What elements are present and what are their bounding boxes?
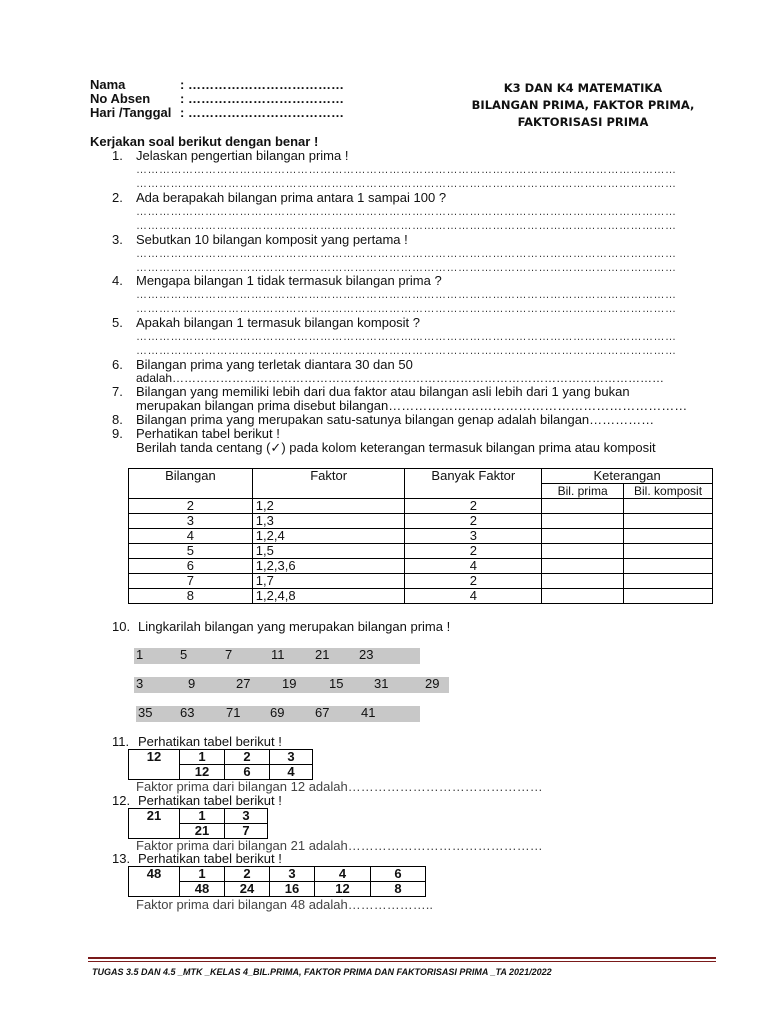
header-bilangan: Bilangan bbox=[129, 469, 253, 499]
factor-cell: 2 bbox=[225, 867, 270, 882]
factor-cell: 2 bbox=[225, 750, 270, 765]
header-banyak-faktor: Banyak Faktor bbox=[405, 469, 542, 499]
factor-pair-table-12 bbox=[128, 749, 313, 780]
question-number: 4. bbox=[112, 273, 123, 288]
number-item[interactable]: 15 bbox=[329, 676, 344, 691]
factor-cell: 1 bbox=[180, 809, 225, 824]
cell-banyak: 2 bbox=[405, 574, 542, 589]
cell-bilangan: 7 bbox=[129, 574, 253, 589]
table-row bbox=[129, 559, 713, 574]
worksheet-title-1: K3 DAN K4 MATEMATIKA bbox=[503, 81, 663, 95]
question-number: 6. bbox=[112, 357, 123, 372]
question-number: 11. bbox=[112, 734, 130, 749]
question-text: Mengapa bilangan 1 tidak termasuk bilangan prima ? bbox=[136, 273, 442, 288]
factor-cell: 1 bbox=[180, 750, 225, 765]
cell-bilangan: 2 bbox=[129, 499, 253, 514]
answer-line[interactable]: …………………………………………………………………………………………………………………………… bbox=[136, 220, 677, 232]
checkbox-komposit[interactable] bbox=[624, 544, 713, 559]
factor-cell: 6 bbox=[371, 867, 426, 882]
checkbox-komposit[interactable] bbox=[624, 559, 713, 574]
answer-line[interactable]: …………………………………………………………………………………………………………………………… bbox=[136, 206, 677, 218]
number-item[interactable]: 67 bbox=[315, 705, 330, 720]
number-item[interactable]: 7 bbox=[225, 647, 233, 662]
table-number: 48 bbox=[129, 867, 180, 897]
number-item[interactable]: 9 bbox=[188, 676, 196, 691]
cell-banyak: 3 bbox=[405, 529, 542, 544]
number-item[interactable]: 27 bbox=[236, 676, 251, 691]
header-bil-prima: Bil. prima bbox=[542, 484, 624, 499]
header-keterangan: Keterangan bbox=[542, 469, 713, 484]
cell-bilangan: 3 bbox=[129, 514, 253, 529]
cell-faktor: 1,5 bbox=[252, 544, 405, 559]
checkbox-prima[interactable] bbox=[542, 559, 624, 574]
question-number: 1. bbox=[112, 148, 123, 163]
answer-line[interactable]: …………………………………………………………………………………………………………………………… bbox=[136, 164, 677, 176]
footer-text: TUGAS 3.5 DAN 4.5 _MTK _KELAS 4_BIL.PRIMA, FAKTOR PRIMA DAN FAKTORISASI PRIMA _TA 2021/2022 bbox=[92, 967, 552, 977]
answer-line[interactable]: Faktor prima dari bilangan 12 adalah……………………………………… bbox=[136, 779, 543, 794]
cell-bilangan: 8 bbox=[129, 589, 253, 604]
question-text: Perhatikan tabel berikut ! bbox=[138, 851, 282, 866]
factor-cell: 16 bbox=[270, 882, 315, 897]
question-text: Jelaskan pengertian bilangan prima ! bbox=[136, 148, 349, 163]
question-text: Perhatikan tabel berikut ! bbox=[138, 793, 282, 808]
cell-faktor: 1,2,4,8 bbox=[252, 589, 405, 604]
header-faktor: Faktor bbox=[252, 469, 405, 499]
question-text: Sebutkan 10 bilangan komposit yang pertama ! bbox=[136, 232, 408, 247]
factor-cell: 48 bbox=[180, 882, 225, 897]
number-item[interactable]: 19 bbox=[282, 676, 297, 691]
question-text: Apakah bilangan 1 termasuk bilangan komposit ? bbox=[136, 315, 421, 330]
number-item[interactable]: 1 bbox=[136, 647, 144, 662]
answer-line[interactable]: merupakan bilangan prima disebut bilangan…………………………………………………………… bbox=[136, 398, 688, 413]
number-item[interactable]: 69 bbox=[270, 705, 285, 720]
checkbox-komposit[interactable] bbox=[624, 529, 713, 544]
number-item[interactable]: 41 bbox=[361, 705, 376, 720]
question-number: 7. bbox=[112, 384, 123, 399]
factor-cell: 7 bbox=[225, 824, 268, 839]
checkbox-komposit[interactable] bbox=[624, 514, 713, 529]
cell-banyak: 4 bbox=[405, 559, 542, 574]
cell-banyak: 2 bbox=[405, 514, 542, 529]
absen-label: No Absen bbox=[90, 91, 151, 106]
cell-faktor: 1,2 bbox=[252, 499, 405, 514]
factor-cell: 3 bbox=[270, 750, 313, 765]
question-text: Perhatikan tabel berikut ! bbox=[138, 734, 282, 749]
number-item[interactable]: 3 bbox=[136, 676, 144, 691]
answer-line[interactable]: …………………………………………………………………………………………………………………………… bbox=[136, 331, 677, 343]
factor-cell: 4 bbox=[270, 765, 313, 780]
worksheet-title-2: BILANGAN PRIMA, FAKTOR PRIMA, bbox=[471, 98, 695, 112]
answer-line[interactable]: …………………………………………………………………………………………………………………………… bbox=[136, 289, 677, 301]
cell-faktor: 1,3 bbox=[252, 514, 405, 529]
number-item[interactable]: 11 bbox=[271, 647, 285, 662]
checkbox-komposit[interactable] bbox=[624, 499, 713, 514]
worksheet-title-3: FAKTORISASI PRIMA bbox=[517, 115, 649, 129]
factor-pair-table-21 bbox=[128, 808, 268, 839]
number-item[interactable]: 31 bbox=[374, 676, 389, 691]
number-item[interactable]: 21 bbox=[315, 647, 330, 662]
checkbox-komposit[interactable] bbox=[624, 589, 713, 604]
table-row bbox=[129, 589, 713, 604]
answer-line[interactable]: …………………………………………………………………………………………………………………………… bbox=[136, 178, 677, 190]
footer-rule-thin bbox=[88, 961, 716, 962]
factor-cell: 8 bbox=[371, 882, 426, 897]
answer-line[interactable]: Faktor prima dari bilangan 21 adalah……………………………………… bbox=[136, 838, 543, 853]
checkbox-prima[interactable] bbox=[542, 499, 624, 514]
instruction: Kerjakan soal berikut dengan benar ! bbox=[90, 134, 319, 149]
factor-table bbox=[128, 468, 713, 604]
question-subtext: Berilah tanda centang (✓) pada kolom keterangan termasuk bilangan prima atau komposit bbox=[136, 440, 656, 455]
number-item[interactable]: 35 bbox=[138, 705, 153, 720]
question-text: Bilangan prima yang terletak diantara 30 dan 50 bbox=[136, 357, 413, 372]
table-row bbox=[129, 499, 713, 514]
cell-bilangan: 6 bbox=[129, 559, 253, 574]
table-number: 21 bbox=[129, 809, 180, 839]
number-item[interactable]: 23 bbox=[359, 647, 374, 662]
question-number: 5. bbox=[112, 315, 123, 330]
question-number: 12. bbox=[112, 793, 131, 808]
checkbox-komposit[interactable] bbox=[624, 574, 713, 589]
factor-cell: 21 bbox=[180, 824, 225, 839]
factor-cell: 1 bbox=[180, 867, 225, 882]
question-text: Lingkarilah bilangan yang merupakan bilangan prima ! bbox=[138, 619, 451, 634]
footer-rule bbox=[88, 957, 716, 959]
checkbox-prima[interactable] bbox=[542, 529, 624, 544]
cell-faktor: 1,2,4 bbox=[252, 529, 405, 544]
factor-cell: 6 bbox=[225, 765, 270, 780]
name-label: Nama bbox=[90, 77, 126, 92]
answer-line[interactable]: …………………………………………………………………………………………………………………………… bbox=[136, 262, 677, 274]
table-row bbox=[129, 544, 713, 559]
cell-bilangan: 5 bbox=[129, 544, 253, 559]
question-text: Ada berapakah bilangan prima antara 1 sampai 100 ? bbox=[136, 190, 447, 205]
question-number: 2. bbox=[112, 190, 123, 205]
table-row bbox=[129, 529, 713, 544]
answer-line[interactable]: …………………………………………………………………………………………………………………………… bbox=[136, 345, 677, 357]
checkbox-prima[interactable] bbox=[542, 544, 624, 559]
cell-banyak: 4 bbox=[405, 589, 542, 604]
cell-banyak: 2 bbox=[405, 544, 542, 559]
number-item[interactable]: 5 bbox=[180, 647, 188, 662]
cell-faktor: 1,2,3,6 bbox=[252, 559, 405, 574]
header-bil-komposit: Bil. komposit bbox=[624, 484, 713, 499]
date-label: Hari /Tanggal bbox=[90, 105, 172, 120]
table-row bbox=[129, 514, 713, 529]
question-text[interactable]: Bilangan prima yang merupakan satu-satunya bilangan genap adalah bilangan…………… bbox=[136, 412, 655, 427]
table-number: 12 bbox=[129, 750, 180, 780]
factor-cell: 12 bbox=[180, 765, 225, 780]
question-text: Bilangan yang memiliki lebih dari dua faktor atau bilangan asli lebih dari 1 yang bukan bbox=[136, 384, 630, 399]
cell-faktor: 1,7 bbox=[252, 574, 405, 589]
factor-pair-table-48 bbox=[128, 866, 426, 897]
answer-line[interactable]: …………………………………………………………………………………………………………………………… bbox=[136, 248, 677, 260]
table-row bbox=[129, 574, 713, 589]
question-number: 3. bbox=[112, 232, 123, 247]
name-field[interactable]: : ……………………………… bbox=[180, 77, 344, 92]
question-number: 10. bbox=[112, 619, 131, 634]
question-number: 13. bbox=[112, 851, 131, 866]
question-number: 9. bbox=[112, 426, 123, 441]
answer-line[interactable]: …………………………………………………………………………………………………………………………… bbox=[136, 303, 677, 315]
number-item[interactable]: 71 bbox=[226, 705, 241, 720]
factor-cell: 3 bbox=[270, 867, 315, 882]
cell-bilangan: 4 bbox=[129, 529, 253, 544]
cell-banyak: 2 bbox=[405, 499, 542, 514]
factor-cell: 3 bbox=[225, 809, 268, 824]
checkbox-prima[interactable] bbox=[542, 514, 624, 529]
absen-field[interactable]: : ……………………………… bbox=[180, 91, 344, 106]
factor-cell: 24 bbox=[225, 882, 270, 897]
checkbox-prima[interactable] bbox=[542, 574, 624, 589]
date-field[interactable]: : ……………………………… bbox=[180, 105, 344, 120]
question-number: 8. bbox=[112, 412, 123, 427]
number-item[interactable]: 63 bbox=[180, 705, 195, 720]
question-text: Perhatikan tabel berikut ! bbox=[136, 426, 280, 441]
answer-line[interactable]: adalah…………………………………………………………………………………………………………… bbox=[136, 371, 665, 385]
checkbox-prima[interactable] bbox=[542, 589, 624, 604]
answer-line[interactable]: Faktor prima dari bilangan 48 adalah……………….. bbox=[136, 897, 433, 912]
number-item[interactable]: 29 bbox=[425, 676, 440, 691]
factor-cell: 4 bbox=[315, 867, 371, 882]
factor-cell: 12 bbox=[315, 882, 371, 897]
